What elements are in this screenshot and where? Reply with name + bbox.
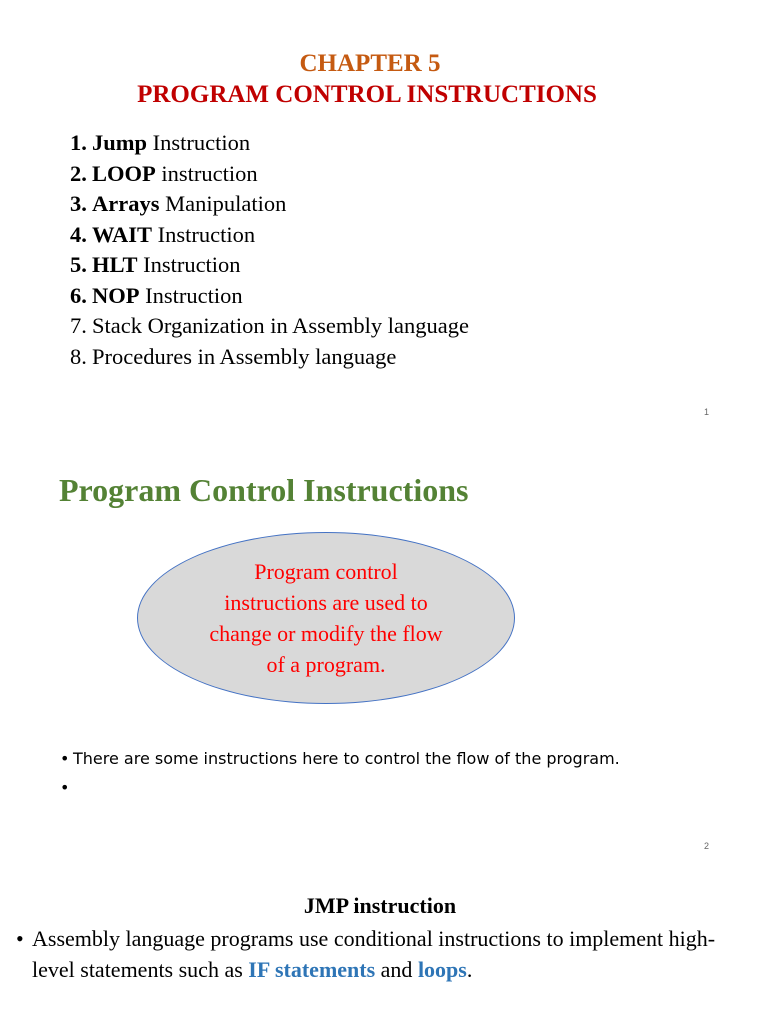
topic-keyword: NOP	[92, 282, 140, 308]
bullet-list	[60, 744, 620, 802]
topic-keyword: HLT	[92, 252, 138, 277]
bullet-text: There are some instructions here to control the flow of the program.	[73, 749, 620, 768]
bullet-dot: •	[60, 749, 70, 768]
slide-title: Program Control Instructions	[59, 472, 469, 508]
keyword-if-statements: IF statements	[248, 957, 376, 982]
chapter-title: PROGRAM CONTROL INSTRUCTIONS	[137, 81, 597, 108]
page-number: 1	[703, 407, 709, 417]
topic-number: 4.	[70, 221, 87, 247]
topic-item	[70, 128, 469, 159]
text-part: Assembly language programs use conditional instructions to implement high-level statements such as	[32, 926, 716, 982]
topic-item	[70, 342, 469, 373]
topic-text: Instruction	[137, 252, 241, 277]
topic-keyword: Jump	[92, 130, 148, 155]
topic-text: Stack Organization in Assembly language	[92, 313, 470, 338]
topic-number: 7.	[70, 313, 87, 338]
topic-keyword: Arrays	[92, 191, 160, 216]
text-part: .	[466, 957, 473, 982]
topic-text: instruction	[155, 160, 258, 186]
topic-list	[70, 128, 469, 372]
topic-number: 3.	[70, 191, 87, 216]
topic-item	[70, 159, 469, 190]
topic-item	[70, 220, 469, 251]
bullet-dot: •	[16, 926, 24, 951]
chapter-label: CHAPTER 5	[299, 50, 441, 77]
definition-ellipse	[137, 532, 515, 704]
topic-number: 5.	[70, 252, 87, 277]
topic-item	[70, 311, 469, 342]
definition-text: Program control instructions are used to change or modify the flow of a program.	[209, 559, 443, 677]
page-number: 2	[703, 841, 709, 851]
topic-text: Instruction	[147, 130, 251, 155]
topic-number: 1.	[70, 130, 87, 155]
topic-keyword: LOOP	[92, 160, 156, 186]
topic-item	[70, 250, 469, 281]
topic-number: 8.	[70, 343, 87, 369]
text-part: and	[375, 957, 418, 982]
slide-title: JMP instruction	[303, 893, 457, 918]
slide-1	[0, 0, 768, 430]
bullet-item	[60, 773, 620, 802]
keyword-loops: loops	[417, 957, 467, 982]
slide-3	[0, 860, 768, 1024]
topic-number: 6.	[70, 282, 87, 308]
topic-text: Manipulation	[159, 191, 287, 216]
topic-text: Instruction	[152, 221, 256, 247]
bullet-dot: •	[60, 778, 70, 797]
topic-number: 2.	[70, 160, 87, 186]
topic-text: Procedures in Assembly language	[92, 343, 397, 369]
topic-text: Instruction	[139, 282, 243, 308]
slide-2	[0, 430, 768, 860]
bullet-paragraph	[16, 923, 756, 985]
paragraph-text	[16, 923, 756, 985]
topic-item	[70, 281, 469, 312]
topic-keyword: WAIT	[92, 221, 153, 247]
bullet-item	[60, 744, 620, 773]
topic-item	[70, 189, 469, 220]
